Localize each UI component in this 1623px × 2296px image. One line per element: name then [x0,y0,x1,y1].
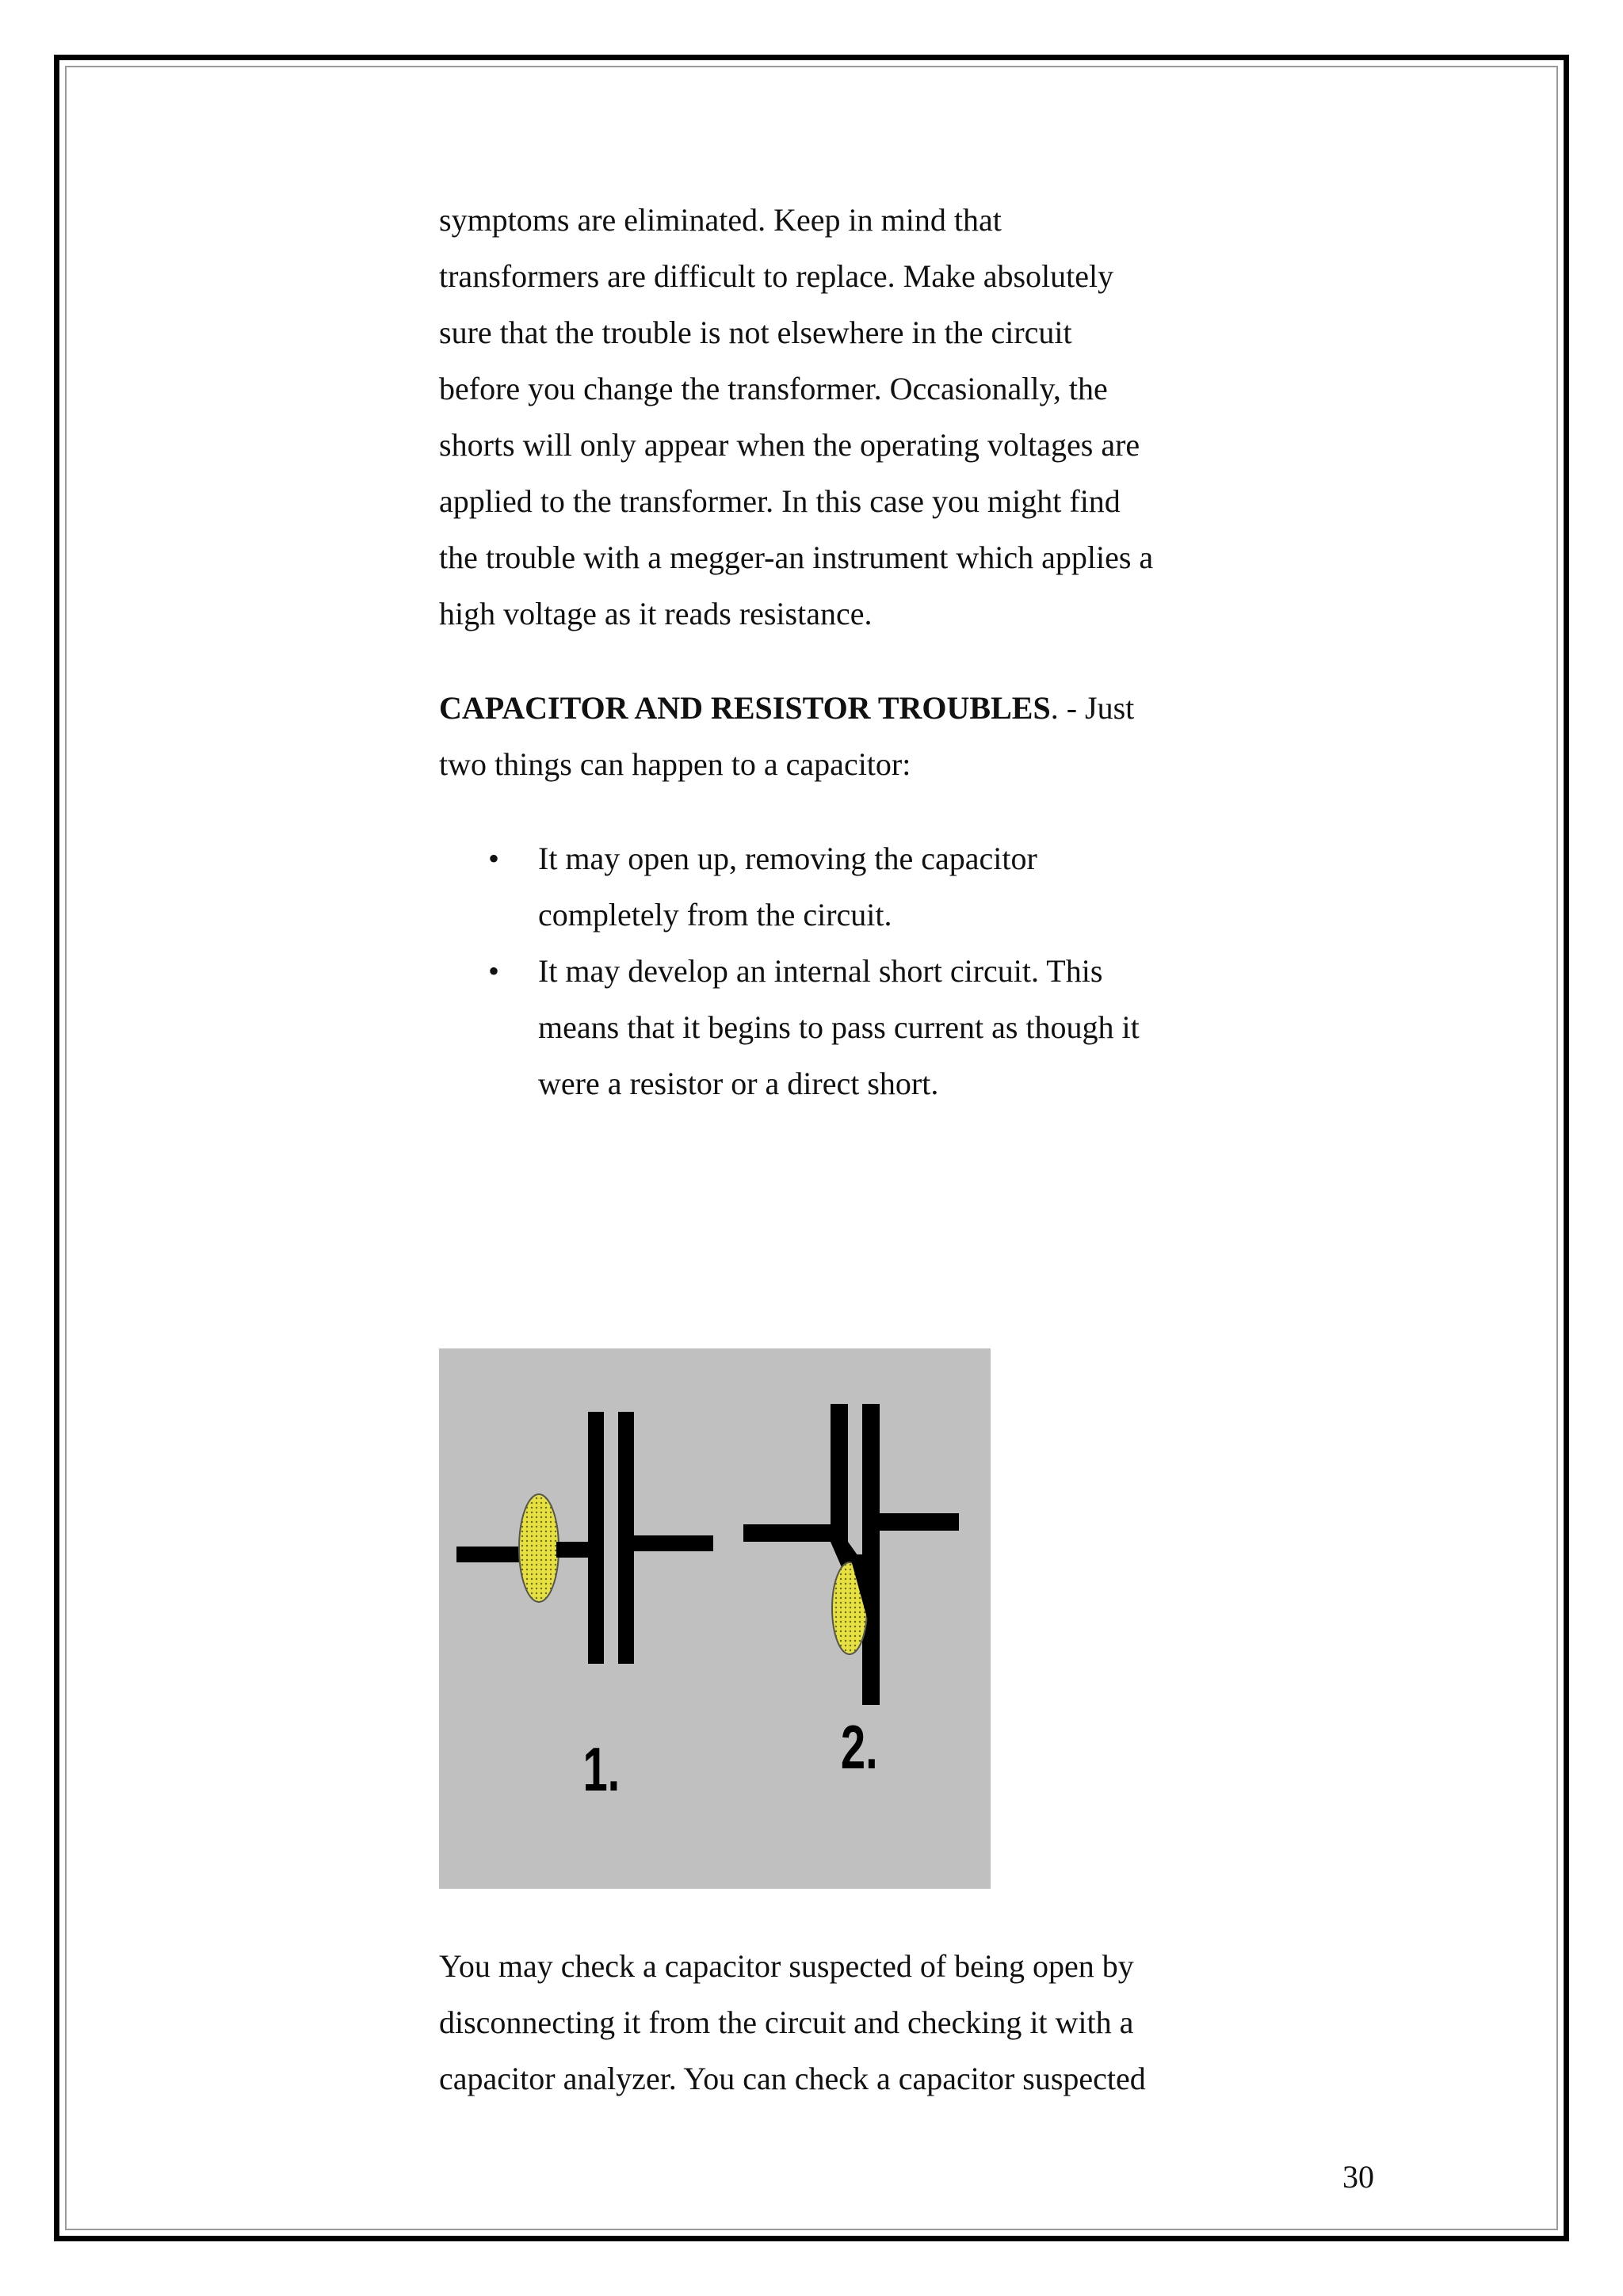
paragraph-transformer [439,192,1200,642]
text-line: high voltage as it reads resistance. [439,596,873,631]
text-line: before you change the transformer. Occasionally, the [439,371,1108,406]
list-item [439,830,1200,943]
capacitor-defects-figure [439,1348,991,1889]
text-line: It may develop an internal short circuit. This [538,953,1103,989]
capacitor-diagram [439,1348,991,1889]
page-number: 30 [1342,2159,1374,2195]
text-line: were a resistor or a direct short. [538,1066,939,1101]
text-line: disconnecting it from the circuit and checking it with a [439,2004,1134,2040]
text-line: two things can happen to a capacitor: [439,746,911,782]
bullet-marker: • [488,953,500,989]
section-heading-suffix: . - Just [1050,690,1135,726]
text-line: sure that the trouble is not elsewhere in the circuit [439,315,1072,350]
bullet-list [439,830,1200,1112]
bullet-marker: • [488,841,500,876]
figure-label-2: 2. [840,1712,878,1783]
paragraph-capacitor-check [439,1938,1200,2107]
text-line: You may check a capacitor suspected of being open by [439,1948,1134,1984]
section-heading-line [439,680,1200,736]
text-line: capacitor analyzer. You can check a capacitor suspected [439,2061,1146,2096]
text-line: transformers are difficult to replace. Make absolutely [439,258,1114,294]
text-line: completely from the circuit. [538,897,892,933]
figure-label-1: 1. [582,1734,621,1805]
capacitor-open-symbol [456,1412,713,1664]
paragraph-capacitor-intro [439,680,1200,792]
text-line: the trouble with a megger-an instrument which applies a [439,540,1154,575]
text-line: shorts will only appear when the operating voltages are [439,427,1140,463]
capacitor-short-symbol [743,1404,959,1705]
text-line: symptoms are eliminated. Keep in mind that [439,202,1002,238]
text-line: applied to the transformer. In this case you might find [439,483,1121,519]
text-line: means that it begins to pass current as though it [538,1009,1140,1045]
open-defect-marker [519,1494,559,1602]
list-item [439,943,1200,1112]
section-heading: CAPACITOR AND RESISTOR TROUBLES [439,690,1051,726]
text-line: It may open up, removing the capacitor [538,841,1037,876]
